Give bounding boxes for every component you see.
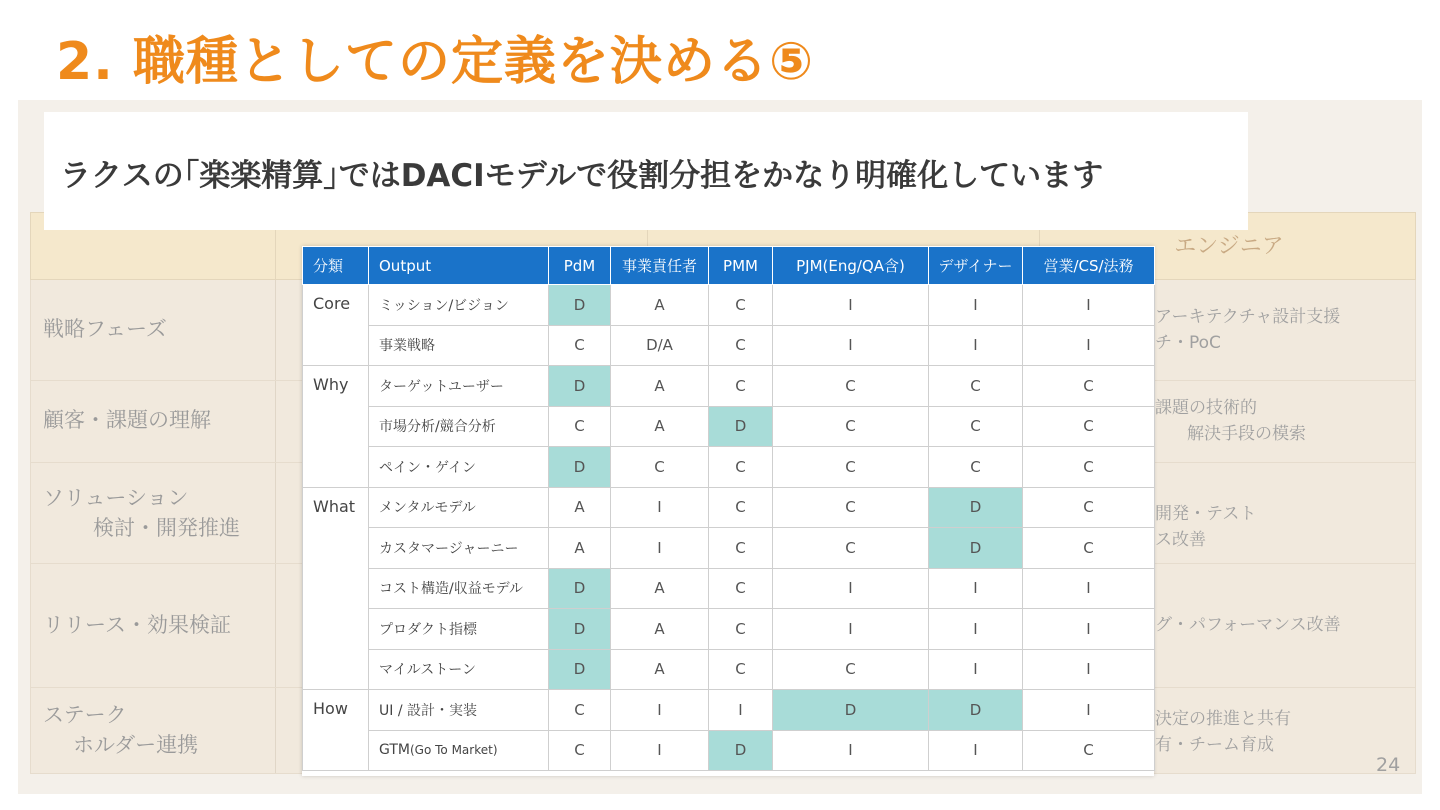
- output-label: ミッション/ビジョン: [379, 297, 509, 314]
- daci-role-cell: I: [773, 730, 929, 771]
- daci-role-cell: I: [1023, 568, 1155, 609]
- daci-role-cell: C: [549, 406, 611, 447]
- daci-role-cell: I: [611, 487, 709, 528]
- category-cell: How: [303, 690, 369, 771]
- daci-role-cell: C: [709, 609, 773, 650]
- output-cell: [369, 325, 549, 366]
- header-pdm: PdM: [549, 247, 611, 285]
- table-row: [303, 568, 1155, 609]
- output-cell: [369, 649, 549, 690]
- daci-role-cell: I: [929, 285, 1023, 326]
- bg-engineer-text: ス改善: [1155, 530, 1206, 550]
- daci-role-cell: A: [611, 406, 709, 447]
- bg-row-divider: [275, 463, 276, 563]
- bg-row-divider: [275, 688, 276, 773]
- daci-role-cell: I: [929, 649, 1023, 690]
- bg-header-engineer-label: エンジニア: [1174, 234, 1284, 259]
- daci-role-cell: I: [611, 690, 709, 731]
- table-row: [303, 609, 1155, 650]
- bg-engineer-text: 有・チーム育成: [1155, 735, 1274, 755]
- bg-row-divider: [275, 564, 276, 687]
- category-cell: Why: [303, 366, 369, 488]
- header-sales-cs-legal: 営業/CS/法務: [1023, 247, 1155, 285]
- table-row: [303, 447, 1155, 488]
- output-cell: [369, 568, 549, 609]
- bg-engineer-text: 開発・テスト: [1155, 504, 1257, 524]
- daci-role-cell: A: [611, 609, 709, 650]
- daci-role-cell: I: [929, 325, 1023, 366]
- table-row: [303, 730, 1155, 771]
- header-designer: デザイナー: [929, 247, 1023, 285]
- daci-role-cell: I: [1023, 609, 1155, 650]
- bg-row-label: ソリューション: [43, 486, 189, 510]
- daci-role-cell: C: [1023, 366, 1155, 407]
- daci-role-cell: I: [929, 568, 1023, 609]
- daci-role-cell: C: [1023, 406, 1155, 447]
- output-label: 事業戦略: [379, 338, 435, 355]
- daci-table: [302, 246, 1155, 771]
- daci-role-cell: C: [549, 325, 611, 366]
- output-cell: [369, 285, 549, 326]
- daci-role-cell: C: [549, 690, 611, 731]
- output-label: UI / 設計・実装: [379, 702, 477, 719]
- daci-role-cell: I: [929, 609, 1023, 650]
- daci-role-cell: D: [549, 366, 611, 407]
- daci-table-card: [302, 246, 1154, 776]
- daci-role-cell: C: [709, 487, 773, 528]
- table-row: [303, 285, 1155, 326]
- daci-role-cell: I: [709, 690, 773, 731]
- table-row: [303, 528, 1155, 569]
- output-label: ターゲットユーザー: [379, 378, 504, 395]
- daci-role-cell: D: [549, 285, 611, 326]
- header-pjm: PJM(Eng/QA含): [773, 247, 929, 285]
- daci-role-cell: C: [709, 285, 773, 326]
- output-cell: [369, 528, 549, 569]
- table-row: [303, 406, 1155, 447]
- table-row: [303, 325, 1155, 366]
- daci-role-cell: C: [1023, 528, 1155, 569]
- daci-role-cell: A: [611, 285, 709, 326]
- output-cell: [369, 609, 549, 650]
- daci-role-cell: C: [709, 325, 773, 366]
- output-label: ペイン・ゲイン: [379, 459, 477, 476]
- output-label: コスト構造/収益モデル: [379, 581, 524, 598]
- bg-row-label: 顧客・課題の理解: [43, 408, 211, 432]
- daci-role-cell: C: [929, 366, 1023, 407]
- table-row: [303, 690, 1155, 731]
- table-row: [303, 649, 1155, 690]
- output-label: プロダクト指標: [379, 621, 477, 638]
- category-cell: Core: [303, 285, 369, 366]
- daci-role-cell: I: [773, 568, 929, 609]
- output-cell: [369, 730, 549, 771]
- daci-role-cell: I: [929, 730, 1023, 771]
- bg-engineer-text: チ・PoC: [1155, 333, 1221, 353]
- output-cell: [369, 487, 549, 528]
- bg-engineer-text: アーキテクチャ設計支援: [1155, 307, 1341, 327]
- output-cell: [369, 366, 549, 407]
- output-cell: [369, 447, 549, 488]
- daci-role-cell: C: [611, 447, 709, 488]
- daci-role-cell: C: [773, 366, 929, 407]
- daci-role-cell: D/A: [611, 325, 709, 366]
- daci-role-cell: I: [1023, 649, 1155, 690]
- daci-role-cell: C: [929, 447, 1023, 488]
- daci-header-row: [303, 247, 1155, 285]
- daci-role-cell: D: [549, 609, 611, 650]
- output-label: マイルストーン: [379, 662, 477, 679]
- output-cell: [369, 690, 549, 731]
- bg-row-label: 戦略フェーズ: [43, 317, 167, 341]
- bg-engineer-text: グ・パフォーマンス改善: [1155, 615, 1341, 635]
- bg-engineer-text: 課題の技術的: [1155, 398, 1257, 418]
- daci-role-cell: I: [1023, 285, 1155, 326]
- daci-role-cell: C: [1023, 487, 1155, 528]
- bg-row-label: ホルダー連携: [73, 733, 199, 757]
- daci-role-cell: C: [1023, 447, 1155, 488]
- daci-role-cell: D: [549, 568, 611, 609]
- subtitle-box: [44, 112, 1248, 230]
- daci-role-cell: I: [1023, 690, 1155, 731]
- daci-role-cell: D: [709, 730, 773, 771]
- output-label: カスタマージャーニー: [379, 540, 519, 557]
- daci-role-cell: A: [611, 366, 709, 407]
- daci-role-cell: C: [709, 447, 773, 488]
- daci-role-cell: D: [549, 447, 611, 488]
- page-number: 24: [1376, 754, 1401, 776]
- subtitle: ラクスの｢楽楽精算｣ではDACIモデルで役割分担をかなり明確化しています: [60, 158, 1104, 194]
- daci-role-cell: A: [611, 649, 709, 690]
- category-cell: What: [303, 487, 369, 690]
- output-cell: [369, 406, 549, 447]
- bg-row-label: 検討・開発推進: [93, 516, 240, 540]
- output-label: GTM: [379, 742, 410, 759]
- daci-role-cell: I: [773, 325, 929, 366]
- daci-role-cell: C: [773, 649, 929, 690]
- daci-role-cell: D: [929, 487, 1023, 528]
- bg-row-divider: [275, 381, 276, 462]
- table-row: [303, 487, 1155, 528]
- daci-role-cell: C: [773, 447, 929, 488]
- daci-role-cell: C: [929, 406, 1023, 447]
- daci-role-cell: I: [1023, 325, 1155, 366]
- daci-body: [303, 285, 1155, 771]
- header-output: Output: [369, 247, 549, 285]
- bg-row-divider: [275, 280, 276, 380]
- daci-role-cell: C: [773, 406, 929, 447]
- daci-role-cell: D: [929, 690, 1023, 731]
- daci-role-cell: D: [929, 528, 1023, 569]
- bg-engineer-text: 解決手段の模索: [1187, 424, 1306, 444]
- slide-title: 2. 職種としての定義を決める⑤: [56, 32, 815, 92]
- daci-role-cell: I: [773, 285, 929, 326]
- header-category: 分類: [303, 247, 369, 285]
- daci-role-cell: A: [549, 487, 611, 528]
- daci-role-cell: C: [773, 487, 929, 528]
- daci-role-cell: A: [549, 528, 611, 569]
- daci-role-cell: C: [709, 649, 773, 690]
- daci-role-cell: C: [549, 730, 611, 771]
- daci-role-cell: C: [773, 528, 929, 569]
- daci-role-cell: C: [709, 528, 773, 569]
- daci-role-cell: I: [773, 609, 929, 650]
- header-pmm: PMM: [709, 247, 773, 285]
- daci-role-cell: I: [611, 528, 709, 569]
- daci-role-cell: D: [709, 406, 773, 447]
- daci-role-cell: C: [1023, 730, 1155, 771]
- header-business-owner: 事業責任者: [611, 247, 709, 285]
- bg-engineer-text: 決定の推進と共有: [1155, 709, 1291, 729]
- table-row: [303, 366, 1155, 407]
- output-label: 市場分析/競合分析: [379, 419, 496, 436]
- daci-role-cell: A: [611, 568, 709, 609]
- daci-role-cell: C: [709, 568, 773, 609]
- daci-role-cell: D: [549, 649, 611, 690]
- bg-row-label: ステーク: [43, 703, 127, 727]
- daci-role-cell: I: [611, 730, 709, 771]
- daci-role-cell: D: [773, 690, 929, 731]
- output-label: メンタルモデル: [379, 500, 476, 517]
- daci-role-cell: C: [709, 366, 773, 407]
- bg-row-label: リリース・効果検証: [43, 613, 231, 637]
- output-label-suffix: (Go To Market): [409, 743, 498, 758]
